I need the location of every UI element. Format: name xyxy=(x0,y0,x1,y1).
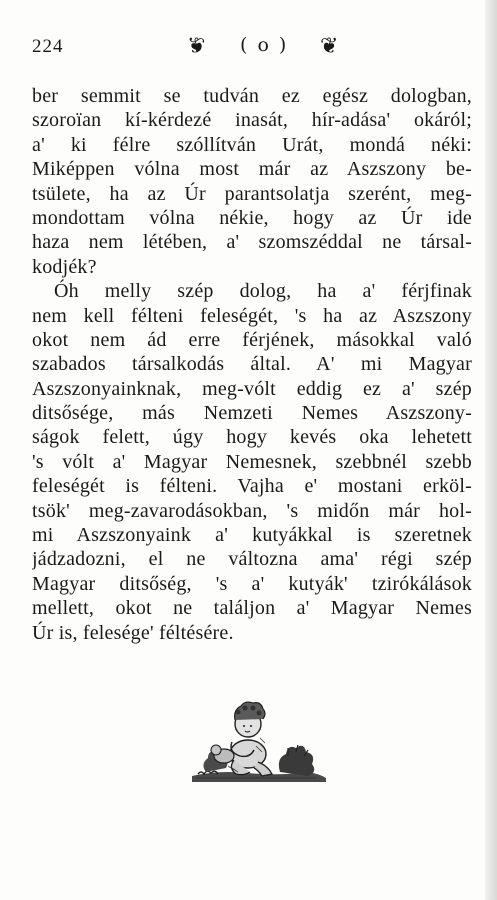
text-line: Úr is, felesége' féltésére. xyxy=(32,621,234,644)
page-header xyxy=(32,32,452,60)
text-line: mellett, okot ne találjon a' Magyar Nemes xyxy=(32,597,472,620)
body-text xyxy=(32,84,472,645)
text-line: okot nem ád erre férjének, másokkal való xyxy=(32,328,472,351)
text-line: ságok felett, úgy hogy kevés oka lehetett xyxy=(32,426,472,449)
text-line: jádzadozni, el ne változna ama' régi szép xyxy=(32,548,472,571)
page-number: 224 xyxy=(32,36,64,57)
text-line: tsök' meg-zavarodásokban, 's midőn már hol- xyxy=(32,499,472,522)
text-line: 's vólt a' Magyar Nemesnek, szebbnél szebb xyxy=(32,450,472,473)
text-line: mi Aszszonyaink a' kutyákkal is szeretnek xyxy=(32,524,472,547)
text-line: ber semmit se tudván ez egész dologban, xyxy=(32,85,472,107)
text-line: haza nem létében, a' szomszéddal ne társal- xyxy=(32,231,472,254)
text-line: mondottam vólna nékie, hogy az Úr ide xyxy=(32,206,472,229)
text-line: nem kell félteni feleségét, 's ha az Aszszony xyxy=(32,304,472,327)
text-line: a' ki félre szóllítván Urát, mondá néki: xyxy=(32,133,472,156)
page-edge xyxy=(485,0,497,900)
text-line: Aszszonyainknak, meg-vólt eddig ez a' szép xyxy=(32,377,472,400)
text-line: Magyar ditsőség, 's a' kutyák' tzirókálások xyxy=(32,572,472,595)
text-line: szoroïan kí-kérdezé inasát, hír-adása' okáról; xyxy=(32,109,472,132)
cherub-vignette-icon xyxy=(188,690,328,785)
text-line: tsülete, ha az Úr parantsolatja szerént, meg- xyxy=(32,182,472,205)
fleuron-left-icon: ❦ xyxy=(187,34,206,59)
fleuron-right-icon: ❦ xyxy=(320,34,339,59)
text-line: Óh melly szép dolog, ha a' férjfinak xyxy=(54,280,472,303)
text-line: feleségét is félteni. Vajha e' mostani erköl- xyxy=(32,475,472,498)
text-line: ditsősége, más Nemzeti Nemes Aszszony- xyxy=(32,402,472,425)
text-line: szabados társalkodás által. A' mi Magyar xyxy=(32,353,472,376)
text-line: kodjék? xyxy=(32,255,97,278)
running-head: ( o ) xyxy=(240,34,289,56)
text-line: Miképpen vólna most már az Aszszony be- xyxy=(32,158,472,181)
